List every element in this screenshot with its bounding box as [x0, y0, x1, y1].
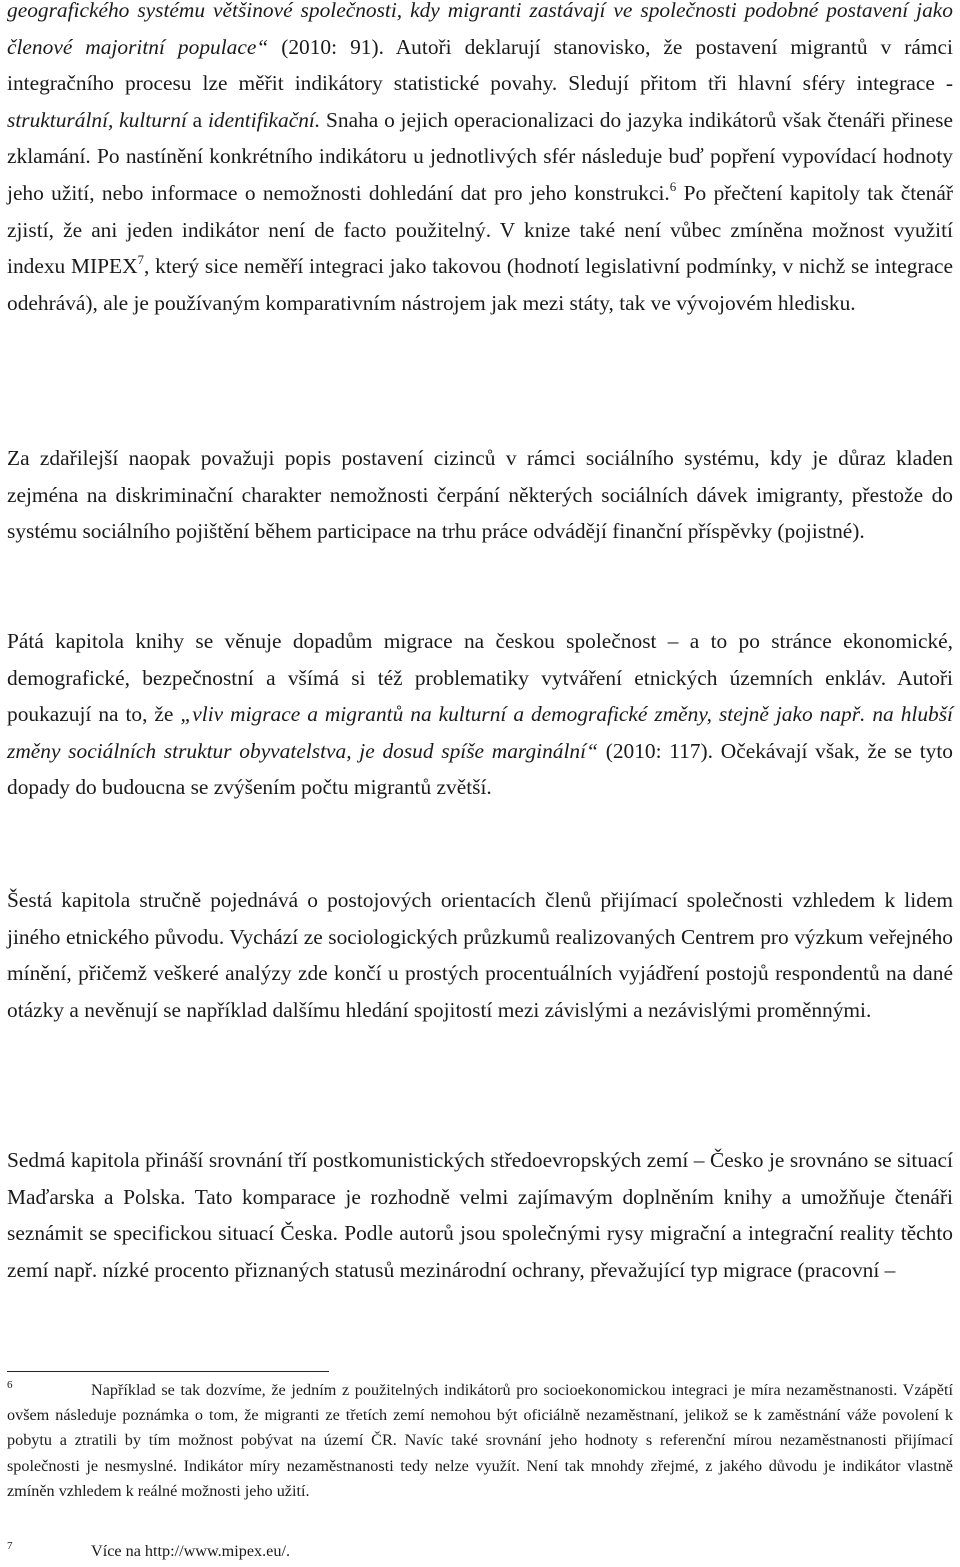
paragraph-social-system: Za zdařilejší naopak považuji popis postavení cizinců v rámci sociálního systému, kdy je důraz kladen zejména na diskriminační charakter nemožnosti čerpání některých sociálních dávek imigranty, přestože do systému sociálního pojištění během participace na trhu práce odvádějí finanční příspěvky (pojistné). [7, 446, 953, 544]
footnote-link-text[interactable]: Více na http://www.mipex.eu/. [91, 1542, 290, 1560]
footnote-text: Například se tak dozvíme, že jedním z použitelných indikátorů pro socioekonomickou integraci je míra nezaměstnanosti. Vzápětí ovšem následuje poznámka o tom, že migranti ze třetích zemí nemohou být oficiálně nezaměstnaní, jelikož se k zaměstnání váže povolení k pobytu a ztratili by tím možnost pobývat na území ČR. Navíc také srovnání jeho hodnoty s referenční mírou nezaměstnanosti přijímací společnosti je nesmyslné. Indikátor míry nezaměstnanosti tedy nelze využít. Není tak mnohdy zřejmé, z jakého důvodu je indikátor vlastně zmíněn vzhledem k reálné možnosti jeho užití. [7, 1381, 953, 1500]
paragraph-chapter-five [7, 623, 953, 806]
footnote-separator [7, 1371, 329, 1372]
text-run: a [186, 107, 208, 132]
footnote-ref-7[interactable]: 7 [137, 252, 145, 268]
term-italic: strukturální, kulturní [7, 107, 187, 132]
text-run: (2010: 117). Očekávají však, že se tyto dopady do budoucna se zvýšením počtu migrantů zvětší. [7, 738, 953, 800]
paragraph-chapter-seven: Sedmá kapitola přináší srovnání tří postkomunistických středoevropských zemí – Česko je srovnáno se situací Maďarska a Polska. Tato komparace je rozhodně velmi zajímavým doplněním knihy a umožňuje čtenáři seznámit se specifickou situací Česka. Podle autorů jsou společnými rysy migrační a integrační reality těchto zemí např. nízké procento přiznaných statusů mezinárodní ochrany, převažující typ migrace (pracovní – [7, 1148, 953, 1282]
footnote-6: 6 Například se tak dozvíme, že jedním z použitelných indikátorů pro socioekonomickou integraci je míra nezaměstnanosti. Vzápětí ovšem následuje poznámka o tom, že migranti ze třetích zemí nemohou být oficiálně nezaměstnaní, jelikož se k zaměstnání váže povolení k pobytu a ztratili by tím možnost pobývat na území ČR. Navíc také srovnání jeho hodnoty s referenční mírou nezaměstnanosti přijímací společnosti je nesmyslné. Indikátor míry nezaměstnanosti tedy nelze využít. Není tak mnohdy zřejmé, z jakého důvodu je indikátor vlastně zmíněn vzhledem k reálné možnosti jeho užití. [7, 1379, 953, 1500]
paragraph-chapter-six: Šestá kapitola stručně pojednává o postojových orientacích členů přijímací společnosti vzhledem k lidem jiného etnického původu. Vychází ze sociologických průzkumů realizovaných Centrem pro výzkum veřejného mínění, přičemž veškeré analýzy zde končí u prostých procentuálních vyjádření postojů respondentů na dané otázky a nevěnují se například dalšímu hledání spojitostí mezi závislými a nezávislými proměnnými. [7, 888, 953, 1022]
text-run: , který sice neměří integraci jako takovou (hodnotí legislativní podmínky, v nichž se integrace odehrává), ale je používaným komparativním nástrojem jak mezi státy, tak ve vývojovém hledisku. [7, 254, 953, 315]
footnote-ref-6[interactable]: 6 [669, 178, 677, 194]
text-run: Po přečtení kapitoly tak čtenář zjistí, že ani jeden indikátor není de facto použitelný. V knize také není vůbec zmíněna možnost využití indexu MIPEX [7, 180, 953, 279]
text-run: (2010: 91). Autoři deklarují stanovisko, že postavení migrantů v rámci integračního procesu lze měřit indikátory statistické povahy. Sledují přitom tři hlavní sféry integrace - [7, 34, 953, 96]
text-run: Pátá kapitola knihy se věnuje dopadům migrace na českou společnost – a to po stránce ekonomické, demografické, bezpečnostní a všímá si též problematiky vytváření etnických územních enkláv. Autoři poukazují na to, že [7, 629, 953, 727]
paragraph-integration-indicators [7, 0, 953, 321]
text-run: Snaha o jejich operacionalizaci do jazyka indikátorů však čtenáři přinese zklamání. Po nastínění konkrétního indikátoru u jednotlivých sfér následuje buď popření vypovídací hodnoty jeho užití, nebo informace o nemožnosti dohledání dat pro jeho konstrukci. [7, 107, 953, 205]
footnote-7: 7 Více na http://www.mipex.eu/. [7, 1540, 290, 1560]
quote-italic: „vliv migrace a migrantů na kulturní a demografické změny, stejně jako např. na hlubší změny sociálních struktur obyvatelstva, je dosud spíše marginální“ [7, 702, 953, 763]
term-italic: identifikační. [207, 107, 321, 132]
quote-italic: geografického systému většinové společnosti, kdy migranti zastávají ve společnosti podobné postavení jako členové majoritní populace“ [7, 0, 953, 59]
